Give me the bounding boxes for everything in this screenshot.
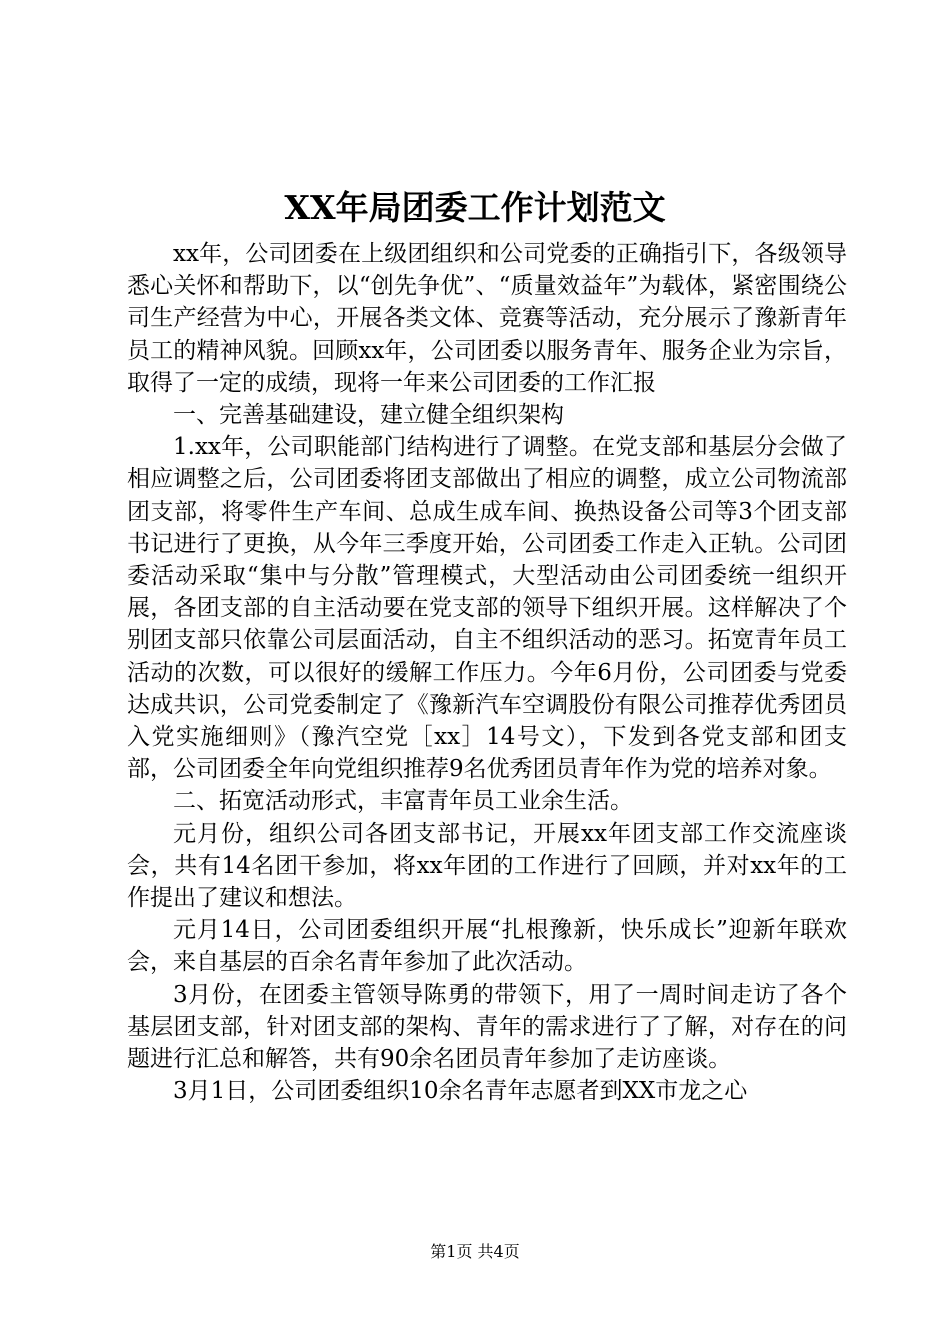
- paragraph-march: 3月份，在团委主管领导陈勇的带领下，用了一周时间走访了各个基层团支部，针对团支部的架构、青年的需求进行了了解，对存在的问题进行汇总和解答，共有90余名团员青年参加了走访座谈。: [127, 981, 847, 1073]
- document-body: [127, 238, 847, 1107]
- document-title: XX年局团委工作计划范文: [284, 188, 666, 227]
- section-heading-2: 二、拓宽活动形式，丰富青年员工业余生活。: [173, 788, 633, 815]
- paragraph-intro: xx年，公司团委在上级团组织和公司党委的正确指引下，各级领导悉心关怀和帮助下，以“创先争优”、“质量效益年”为载体，紧密围绕公司生产经营为中心，开展各类文体、竞赛等活动，充分展示了豫新青年员工的精神风貌。回顾xx年，公司团委以服务青年、服务企业为宗旨，取得了一定的成绩，现将一年来公司团委的工作汇报: [127, 241, 847, 396]
- paragraph-january: 元月份，组织公司各团支部书记，开展xx年团支部工作交流座谈会，共有14名团干参加，将xx年团的工作进行了回顾，并对xx年的工作提出了建议和想法。: [127, 820, 847, 912]
- paragraph-january-14: 元月14日，公司团委组织开展“扎根豫新，快乐成长”迎新年联欢会，来自基层的百余名青年参加了此次活动。: [127, 917, 847, 976]
- paragraph-structure: 1.xx年，公司职能部门结构进行了调整。在党支部和基层分会做了相应调整之后，公司团委将团支部做出了相应的调整，成立公司物流部团支部，将零件生产车间、总成生成车间、换热设备公司等3个团支部书记进行了更换，从今年三季度开始，公司团委工作走入正轨。公司团委活动采取“集中与分散”管理模式，大型活动由公司团委统一组织开展，各团支部的自主活动要在党支部的领导下组织开展。这样解决了个别团支部只依靠公司层面活动，自主不组织活动的恶习。拓宽青年员工活动的次数，可以很好的缓解工作压力。今年6月份，公司团委与党委达成共识，公司党委制定了《豫新汽车空调股份有限公司推荐优秀团员入党实施细则》（豫汽空党［xx］14号文），下发到各党支部和团支部，公司团委全年向党组织推荐9名优秀团员青年作为党的培养对象。: [127, 434, 847, 783]
- section-heading-1: 一、完善基础建设，建立健全组织架构: [173, 402, 564, 429]
- page-footer: 第1页 共4页: [430, 1242, 520, 1261]
- paragraph-march-1: 3月1日，公司团委组织10余名青年志愿者到XX市龙之心: [173, 1078, 748, 1105]
